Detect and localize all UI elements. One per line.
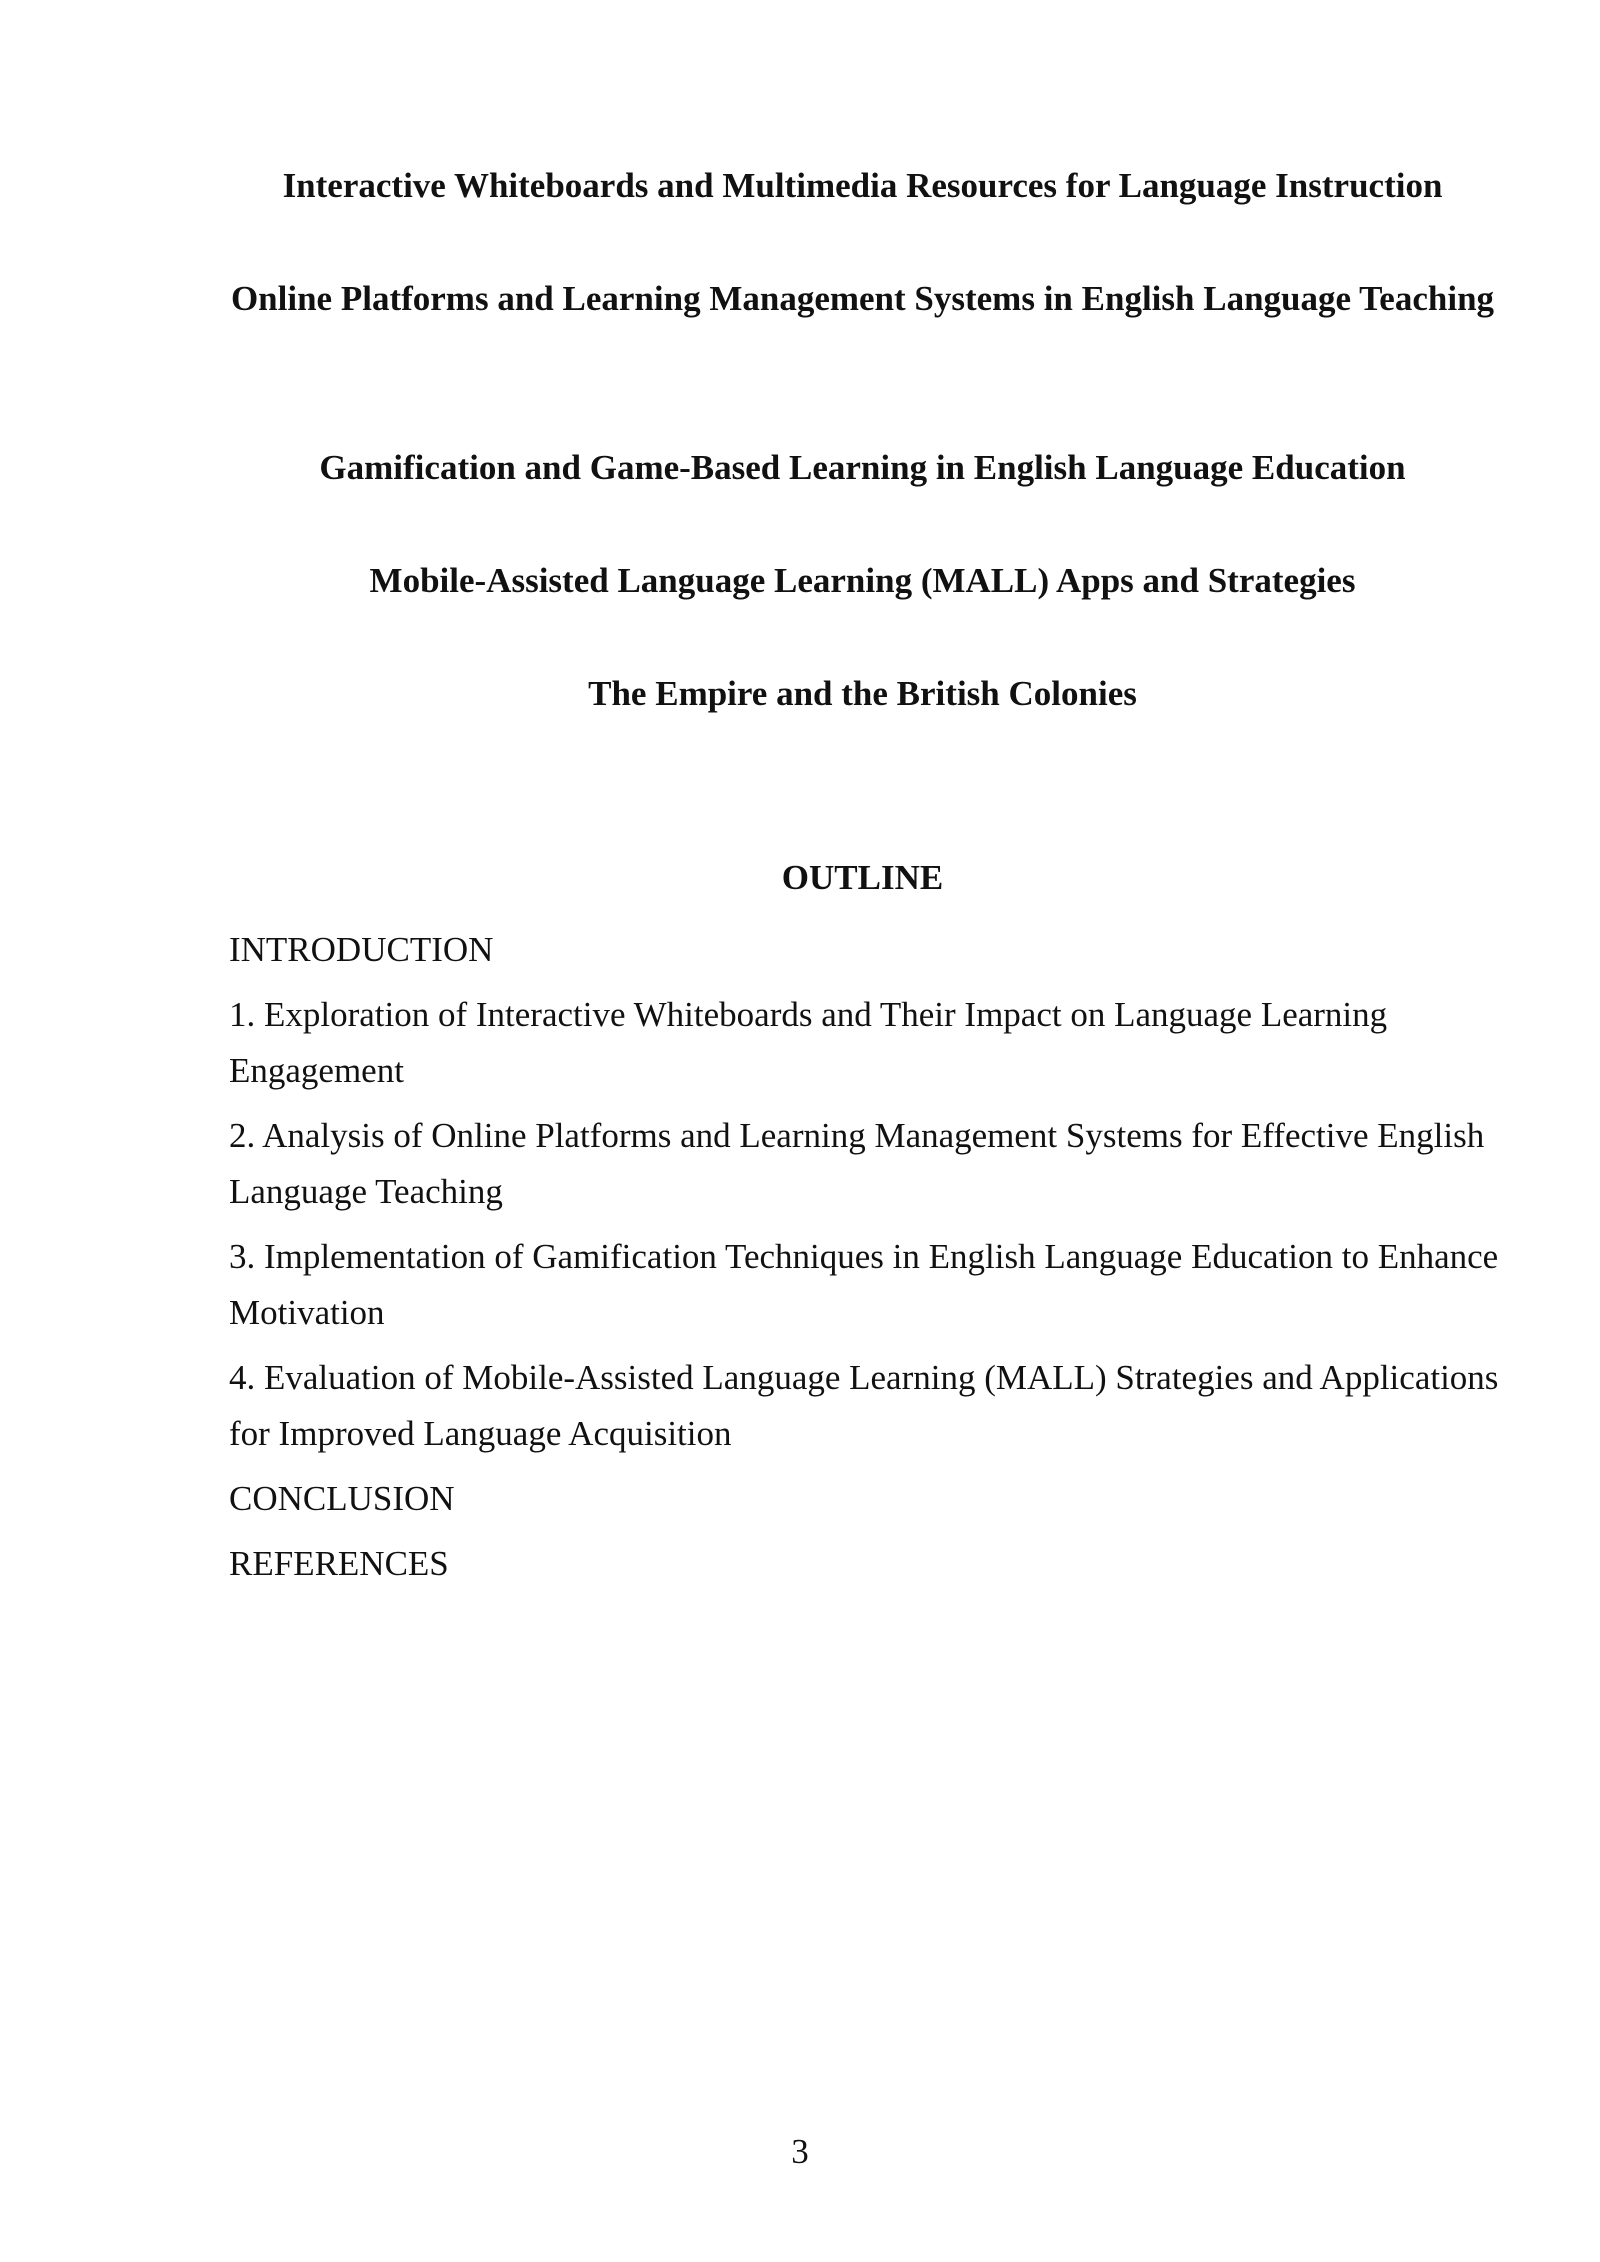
section-heading: Online Platforms and Learning Management Systems in English Language Teaching <box>230 279 1495 318</box>
section-heading: Interactive Whiteboards and Multimedia Resources for Language Instruction <box>282 166 1443 205</box>
outline-item-references: REFERENCES <box>229 1544 449 1583</box>
outline-item-4: 4. Evaluation of Mobile-Assisted Language Learning (MALL) Strategies and Applications for Improved Language Acquisition <box>229 1358 1499 1453</box>
outline-list <box>229 922 1504 1601</box>
outline-item-1: 1. Exploration of Interactive Whiteboards and Their Impact on Language Learning Engagement <box>229 995 1388 1090</box>
section-heading: The Empire and the British Colonies <box>588 674 1137 713</box>
outline-item-conclusion: CONCLUSION <box>229 1479 455 1518</box>
page-number: 3 <box>791 2132 809 2171</box>
section-heading: Mobile-Assisted Language Learning (MALL) Apps and Strategies <box>369 561 1356 600</box>
outline-item-2: 2. Analysis of Online Platforms and Learning Management Systems for Effective English Language Teaching <box>229 1116 1485 1211</box>
outline-item-3: 3. Implementation of Gamification Techniques in English Language Education to Enhance Motivation <box>229 1237 1499 1332</box>
outline-title: OUTLINE <box>781 858 944 897</box>
outline-item-introduction: INTRODUCTION <box>229 930 494 969</box>
section-heading: Gamification and Game-Based Learning in English Language Education <box>319 448 1406 487</box>
